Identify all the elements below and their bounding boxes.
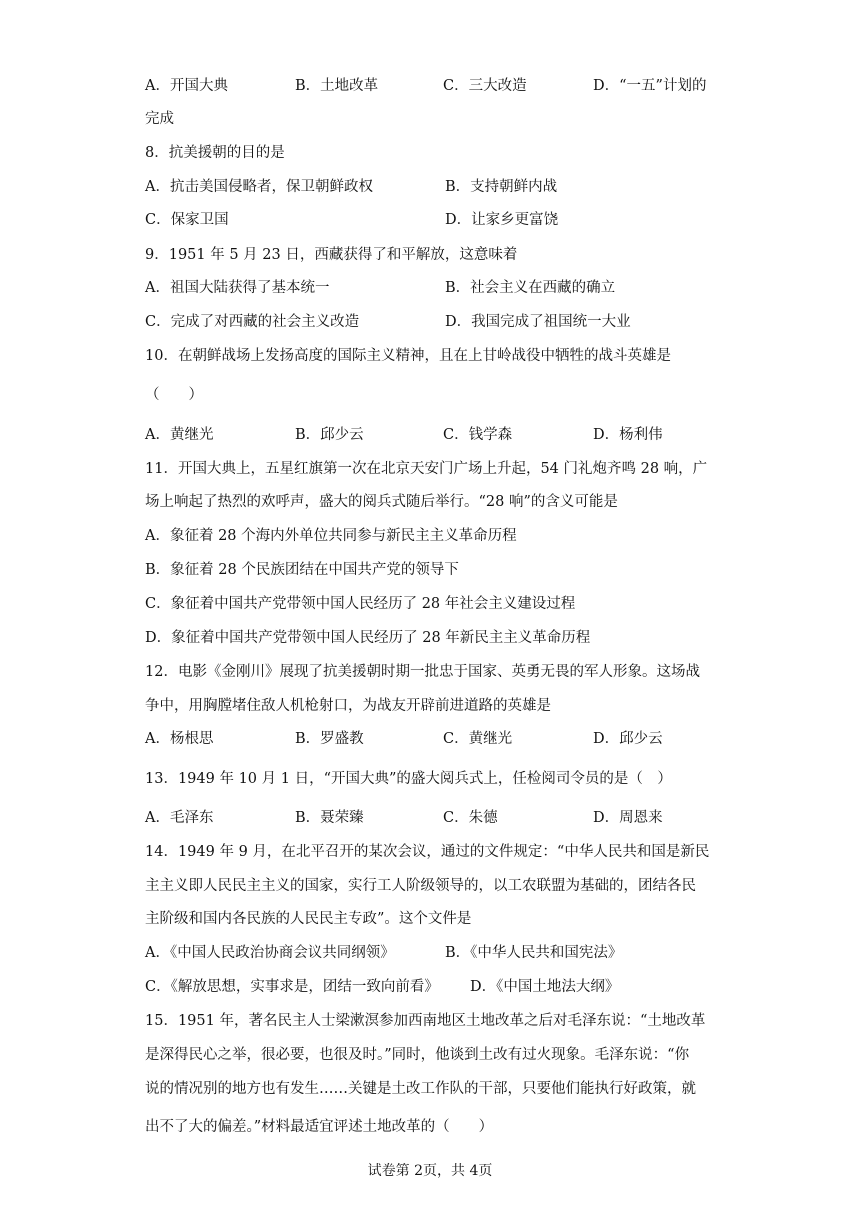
q8-option-c: C．保家卫国 [145, 212, 229, 228]
q13-option-d: D．周恩来 [593, 810, 663, 826]
q10-option-c: C．钱学森 [443, 427, 513, 443]
q9-option-b: B．社会主义在西藏的确立 [445, 280, 616, 296]
q15-stem-line2: 是深得民心之举，很必要，也很及时。”同时，他谈到土改有过火现象。毛泽东说：“你 [145, 1047, 690, 1063]
q7-option-a: A．开国大典 [145, 78, 228, 94]
q8-option-b: B．支持朝鲜内战 [445, 179, 558, 195]
q11-option-d: D．象征着中国共产党带领中国人民经历了 28 年新民主主义革命历程 [145, 630, 591, 646]
q13-option-b: B．聂荣臻 [295, 810, 364, 826]
q11-option-b: B．象征着 28 个民族团结在中国共产党的领导下 [145, 562, 459, 578]
q14-option-a: A．《中国人民政治协商会议共同纲领》 [145, 945, 395, 961]
q7-option-d-continued: 完成 [145, 111, 174, 127]
q12-option-a: A．杨根思 [145, 731, 214, 747]
q11-stem-line1: 11．开国大典上，五星红旗第一次在北京天安门广场上升起，54 门礼炮齐鸣 28 响，广 [145, 461, 708, 477]
q12-stem-line2: 争中，用胸膛堵住敌人机枪射口，为战友开辟前进道路的英雄是 [145, 698, 551, 714]
q13-stem: 13．1949 年 10 月 1 日，“开国大典”的盛大阅兵式上，任检阅司令员的是（ ） [145, 771, 672, 787]
q14-stem-line2: 主主义即人民民主主义的国家，实行工人阶级领导的，以工农联盟为基础的，团结各民 [145, 878, 696, 894]
q9-option-a: A．祖国大陆获得了基本统一 [145, 280, 330, 296]
q10-option-d: D．杨利伟 [593, 427, 663, 443]
q11-stem-line2: 场上响起了热烈的欢呼声，盛大的阅兵式随后举行。“28 响”的含义可能是 [145, 494, 618, 510]
q15-stem-line1: 15．1951 年，著名民主人士梁漱溟参加西南地区土地改革之后对毛泽东说：“土地改革 [145, 1013, 706, 1029]
q8-stem: 8．抗美援朝的目的是 [145, 145, 285, 161]
q14-stem-line3: 主阶级和国内各民族的人民民主专政”。这个文件是 [145, 911, 472, 927]
q11-option-a: A．象征着 28 个海内外单位共同参与新民主主义革命历程 [145, 528, 517, 544]
page-footer: 试卷第 2页，共 4页 [367, 1163, 493, 1179]
q8-option-d: D．让家乡更富饶 [445, 212, 559, 228]
q10-answer-paren: （ ） [145, 387, 203, 403]
q14-option-b: B．《中华人民共和国宪法》 [445, 945, 623, 961]
q10-stem: 10．在朝鲜战场上发扬高度的国际主义精神，且在上甘岭战役中牺牲的战斗英雄是 [145, 348, 671, 364]
q13-option-a: A．毛泽东 [145, 810, 214, 826]
q15-stem-line4: 出不了大的偏差。”材料最适宜评述土地改革的（ ） [145, 1119, 494, 1135]
q15-stem-line3: 说的情况别的地方也有发生……关键是土改工作队的干部，只要他们能执行好政策，就 [145, 1081, 696, 1097]
q8-option-a: A．抗击美国侵略者，保卫朝鲜政权 [145, 179, 373, 195]
q10-option-b: B．邱少云 [295, 427, 364, 443]
q7-option-d: D．“一五”计划的 [593, 78, 707, 94]
q7-option-c: C．三大改造 [443, 78, 527, 94]
q9-stem: 9．1951 年 5 月 23 日，西藏获得了和平解放，这意味着 [145, 247, 518, 263]
q14-stem-line1: 14．1949 年 9 月，在北平召开的某次会议，通过的文件规定：“中华人民共和国是新民 [145, 844, 710, 860]
q13-option-c: C．朱德 [443, 810, 498, 826]
q14-option-d: D．《中国土地法大纲》 [470, 979, 620, 995]
q12-option-d: D．邱少云 [593, 731, 663, 747]
q9-option-d: D．我国完成了祖国统一大业 [445, 314, 631, 330]
q12-option-b: B．罗盛教 [295, 731, 364, 747]
q11-option-c: C．象征着中国共产党带领中国人民经历了 28 年社会主义建设过程 [145, 596, 576, 612]
q7-option-b: B．土地改革 [295, 78, 379, 94]
q9-option-c: C．完成了对西藏的社会主义改造 [145, 314, 360, 330]
q12-stem-line1: 12．电影《金刚川》展现了抗美援朝时期一批忠于国家、英勇无畏的军人形象。这场战 [145, 664, 700, 680]
q12-option-c: C．黄继光 [443, 731, 513, 747]
q14-option-c: C．《解放思想，实事求是，团结一致向前看》 [145, 979, 439, 995]
q10-option-a: A．黄继光 [145, 427, 214, 443]
